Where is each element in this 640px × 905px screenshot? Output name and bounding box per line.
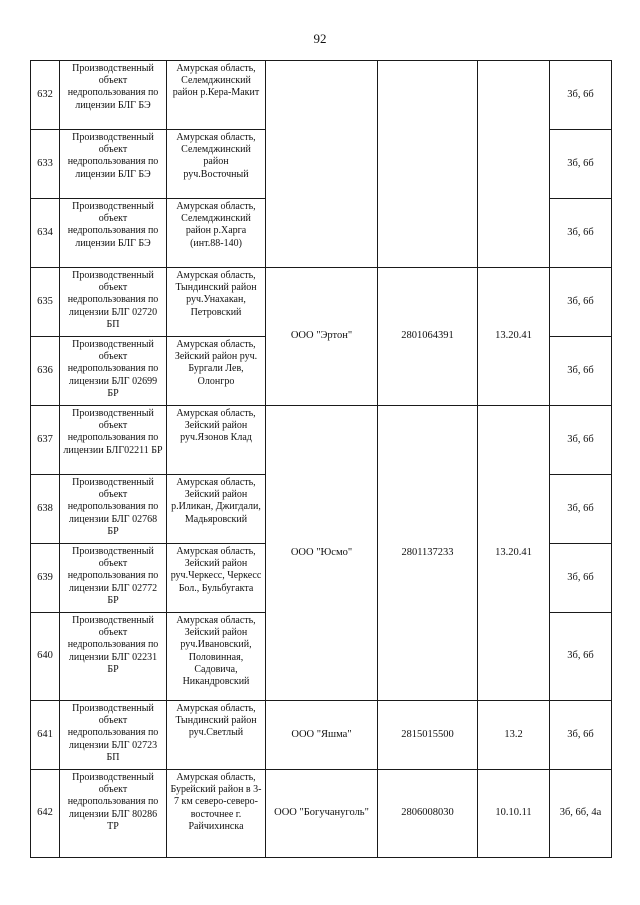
okved-cell — [478, 61, 550, 268]
inn-value: 2806008030 — [378, 770, 478, 858]
organization-name: ООО "Эртон" — [266, 268, 378, 406]
object-name: Производственный объект недропользования по лицензии БЛГ02211 БР — [60, 406, 167, 475]
row-number: 639 — [31, 544, 60, 613]
table-row — [31, 268, 612, 337]
object-name: Производственный объект недропользования по лицензии БЛГ 02699 БР — [60, 337, 167, 406]
object-name: Производственный объект недропользования по лицензии БЛГ 80286 ТР — [60, 770, 167, 858]
row-number: 642 — [31, 770, 60, 858]
object-location: Амурская область, Селемджинский район р.Харга (инт.88-140) — [167, 199, 266, 268]
table-row — [31, 406, 612, 475]
object-name: Производственный объект недропользования по лицензии БЛГ 02768 БР — [60, 475, 167, 544]
hazard-classes: 3б, 6б — [550, 613, 612, 701]
object-location: Амурская область, Тындинский район руч.Светлый — [167, 701, 266, 770]
registry-table — [30, 60, 612, 858]
hazard-classes: 3б, 6б — [550, 544, 612, 613]
object-name: Производственный объект недропользования по лицензии БЛГ БЭ — [60, 130, 167, 199]
okved-code: 13.20.41 — [478, 268, 550, 406]
object-location: Амурская область, Селемджинский район р.Кера-Макит — [167, 61, 266, 130]
object-location: Амурская область, Тындинский район руч.Унахакан, Петровский — [167, 268, 266, 337]
organization-name: ООО "Яшма" — [266, 701, 378, 770]
object-name: Производственный объект недропользования по лицензии БЛГ 02231 БР — [60, 613, 167, 701]
object-location: Амурская область, Зейский район руч.Ивановский, Половинная, Садовича, Никандровский — [167, 613, 266, 701]
row-number: 632 — [31, 61, 60, 130]
inn-value: 2801137233 — [378, 406, 478, 701]
inn-value: 2815015500 — [378, 701, 478, 770]
table-row — [31, 701, 612, 770]
table-row — [31, 61, 612, 130]
hazard-classes: 3б, 6б — [550, 130, 612, 199]
table-row — [31, 770, 612, 858]
organization-name: ООО "Богучануголь" — [266, 770, 378, 858]
hazard-classes: 3б, 6б — [550, 701, 612, 770]
okved-code: 10.10.11 — [478, 770, 550, 858]
hazard-classes: 3б, 6б — [550, 475, 612, 544]
row-number: 640 — [31, 613, 60, 701]
object-location: Амурская область, Зейский район р.Иликан, Джигдали, Мадьяровский — [167, 475, 266, 544]
row-number: 633 — [31, 130, 60, 199]
hazard-classes: 3б, 6б — [550, 199, 612, 268]
object-location: Амурская область, Зейский район руч.Черкесс, Черкесс Бол., Бульбугакта — [167, 544, 266, 613]
object-name: Производственный объект недропользования по лицензии БЛГ 02723 БП — [60, 701, 167, 770]
object-location: Амурская область, Зейский район руч. Бургали Лев, Олонгро — [167, 337, 266, 406]
row-number: 638 — [31, 475, 60, 544]
row-number: 637 — [31, 406, 60, 475]
object-name: Производственный объект недропользования по лицензии БЛГ 02720 БП — [60, 268, 167, 337]
hazard-classes: 3б, 6б — [550, 406, 612, 475]
page-number: 92 — [313, 31, 327, 46]
hazard-classes: 3б, 6б — [550, 337, 612, 406]
row-number: 636 — [31, 337, 60, 406]
inn-value: 2801064391 — [378, 268, 478, 406]
okved-code: 13.2 — [478, 701, 550, 770]
inn-cell — [378, 61, 478, 268]
row-number: 641 — [31, 701, 60, 770]
row-number: 635 — [31, 268, 60, 337]
hazard-classes: 3б, 6б, 4а — [550, 770, 612, 858]
hazard-classes: 3б, 6б — [550, 268, 612, 337]
object-location: Амурская область, Зейский район руч.Язонов Клад — [167, 406, 266, 475]
object-location: Амурская область, Бурейский район в 3-7 км северо-северо-восточнее г. Райчихинска — [167, 770, 266, 858]
row-number: 634 — [31, 199, 60, 268]
okved-code: 13.20.41 — [478, 406, 550, 701]
object-location: Амурская область, Селемджинский район руч.Восточный — [167, 130, 266, 199]
hazard-classes: 3б, 6б — [550, 61, 612, 130]
object-name: Производственный объект недропользования по лицензии БЛГ БЭ — [60, 61, 167, 130]
organization-cell — [266, 61, 378, 268]
object-name: Производственный объект недропользования по лицензии БЛГ 02772 БР — [60, 544, 167, 613]
organization-name: ООО "Юсмо" — [266, 406, 378, 701]
object-name: Производственный объект недропользования по лицензии БЛГ БЭ — [60, 199, 167, 268]
